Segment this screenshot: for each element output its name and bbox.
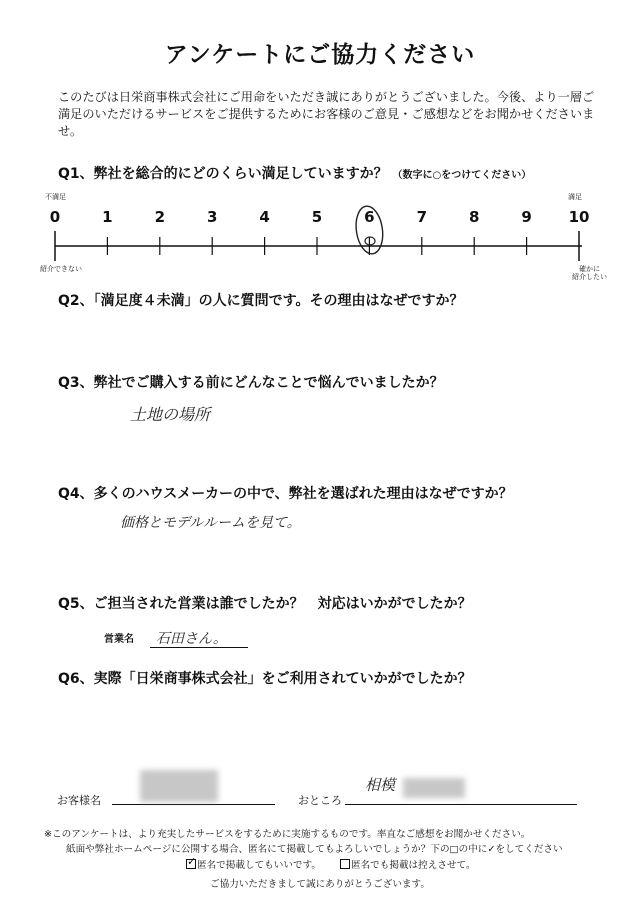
scale-line [0,0,640,280]
question-4-answer: 価格とモデルルームを見て。 [120,515,301,531]
check-mark-icon: ✓ [187,855,197,868]
scale-number-1[interactable]: 1 [102,208,113,226]
address-field [345,776,577,805]
scale-number-7[interactable]: 7 [416,208,428,226]
scale-number-0[interactable]: 0 [49,208,61,226]
page-title: アンケートにご協力ください [164,42,476,68]
question-1-label: Q1、弊社を総合的にどのくらい満足していますか？ [58,166,388,182]
question-1-note: （数字に○をつけてください） [392,170,532,181]
redacted-name [140,770,218,802]
address-label: おところ [298,794,342,807]
sales-name-field [150,631,248,648]
scale-number-3[interactable]: 3 [206,208,218,226]
option-anonymous-ok[interactable] [186,857,321,871]
scale-right-bottom-label [572,265,607,281]
footer-note-2: 紙面や弊社ホームページに公開する場合、匿名にて掲載してもよろしいでしょうか？下の□の中に✓をしてください [66,844,563,855]
customer-name-label: お客様名 [57,794,101,807]
scale-right-top-label: 満足 [568,193,582,201]
scale-number-8[interactable]: 8 [468,208,480,226]
question-2-label: Q2、「満足度４未満」の人に質問です。その理由はなぜですか？ [58,293,464,309]
sales-name-label: 営業名 [104,634,134,645]
scale-number-4[interactable]: 4 [259,208,270,226]
option-anonymous-no[interactable] [340,857,476,871]
sales-name-value: 石田さん。 [156,631,227,647]
question-6-label: Q6、実際「日栄商事株式会社」をご利用されていかがでしたか？ [58,671,472,687]
intro-text: このたびは日栄商事株式会社にご用命をいただき誠にありがとうございました。今後、より一層ご満足のいただけるサービスをご提供するためにお客様のご意見・ご感想などをお聞かせくださいませ。 [58,90,595,138]
scale-right-bottom-label-2: 紹介したい [572,273,607,281]
scale-number-10[interactable]: 10 [568,208,590,226]
scale-number-6[interactable]: 6 [364,208,375,226]
scale-left-top-label: 不満足 [45,193,66,201]
footer-note-1: ※このアンケートは、より充実したサービスをするために実施するものです。率直なご感想をお聞かせください。 [44,829,531,840]
checkbox-anonymous-no[interactable] [340,859,350,869]
option-anonymous-ok-label: 匿名で掲載してもいいです。 [197,860,321,871]
scale-left-bottom-label: 紹介できない [40,265,82,273]
question-5-label: Q5、ご担当された営業は誰でしたか？ 対応はいかがでしたか？ [58,596,472,612]
checkbox-anonymous-ok[interactable] [186,855,197,869]
scale-right-bottom-label-1: 確かに [579,265,600,273]
scale-number-9[interactable]: 9 [521,208,532,226]
footer-thanks: ご協力いただきまして誠にありがとうございます。 [210,879,430,890]
question-3-answer: 土地の場所 [130,405,211,424]
question-4-label: Q4、多くのハウスメーカーの中で、弊社を選ばれた理由はなぜですか？ [58,486,513,502]
redacted-address [403,778,465,798]
option-anonymous-no-label: 匿名でも掲載は控えさせて。 [351,860,476,871]
scale-number-2[interactable]: 2 [154,208,166,226]
question-3-label: Q3、弊社でご購入する前にどんなことで悩んでいましたか？ [58,375,444,391]
scale-number-5[interactable]: 5 [311,208,323,226]
customer-name-field [112,788,275,805]
satisfaction-scale [0,0,640,280]
address-value: 相模 [365,776,396,794]
